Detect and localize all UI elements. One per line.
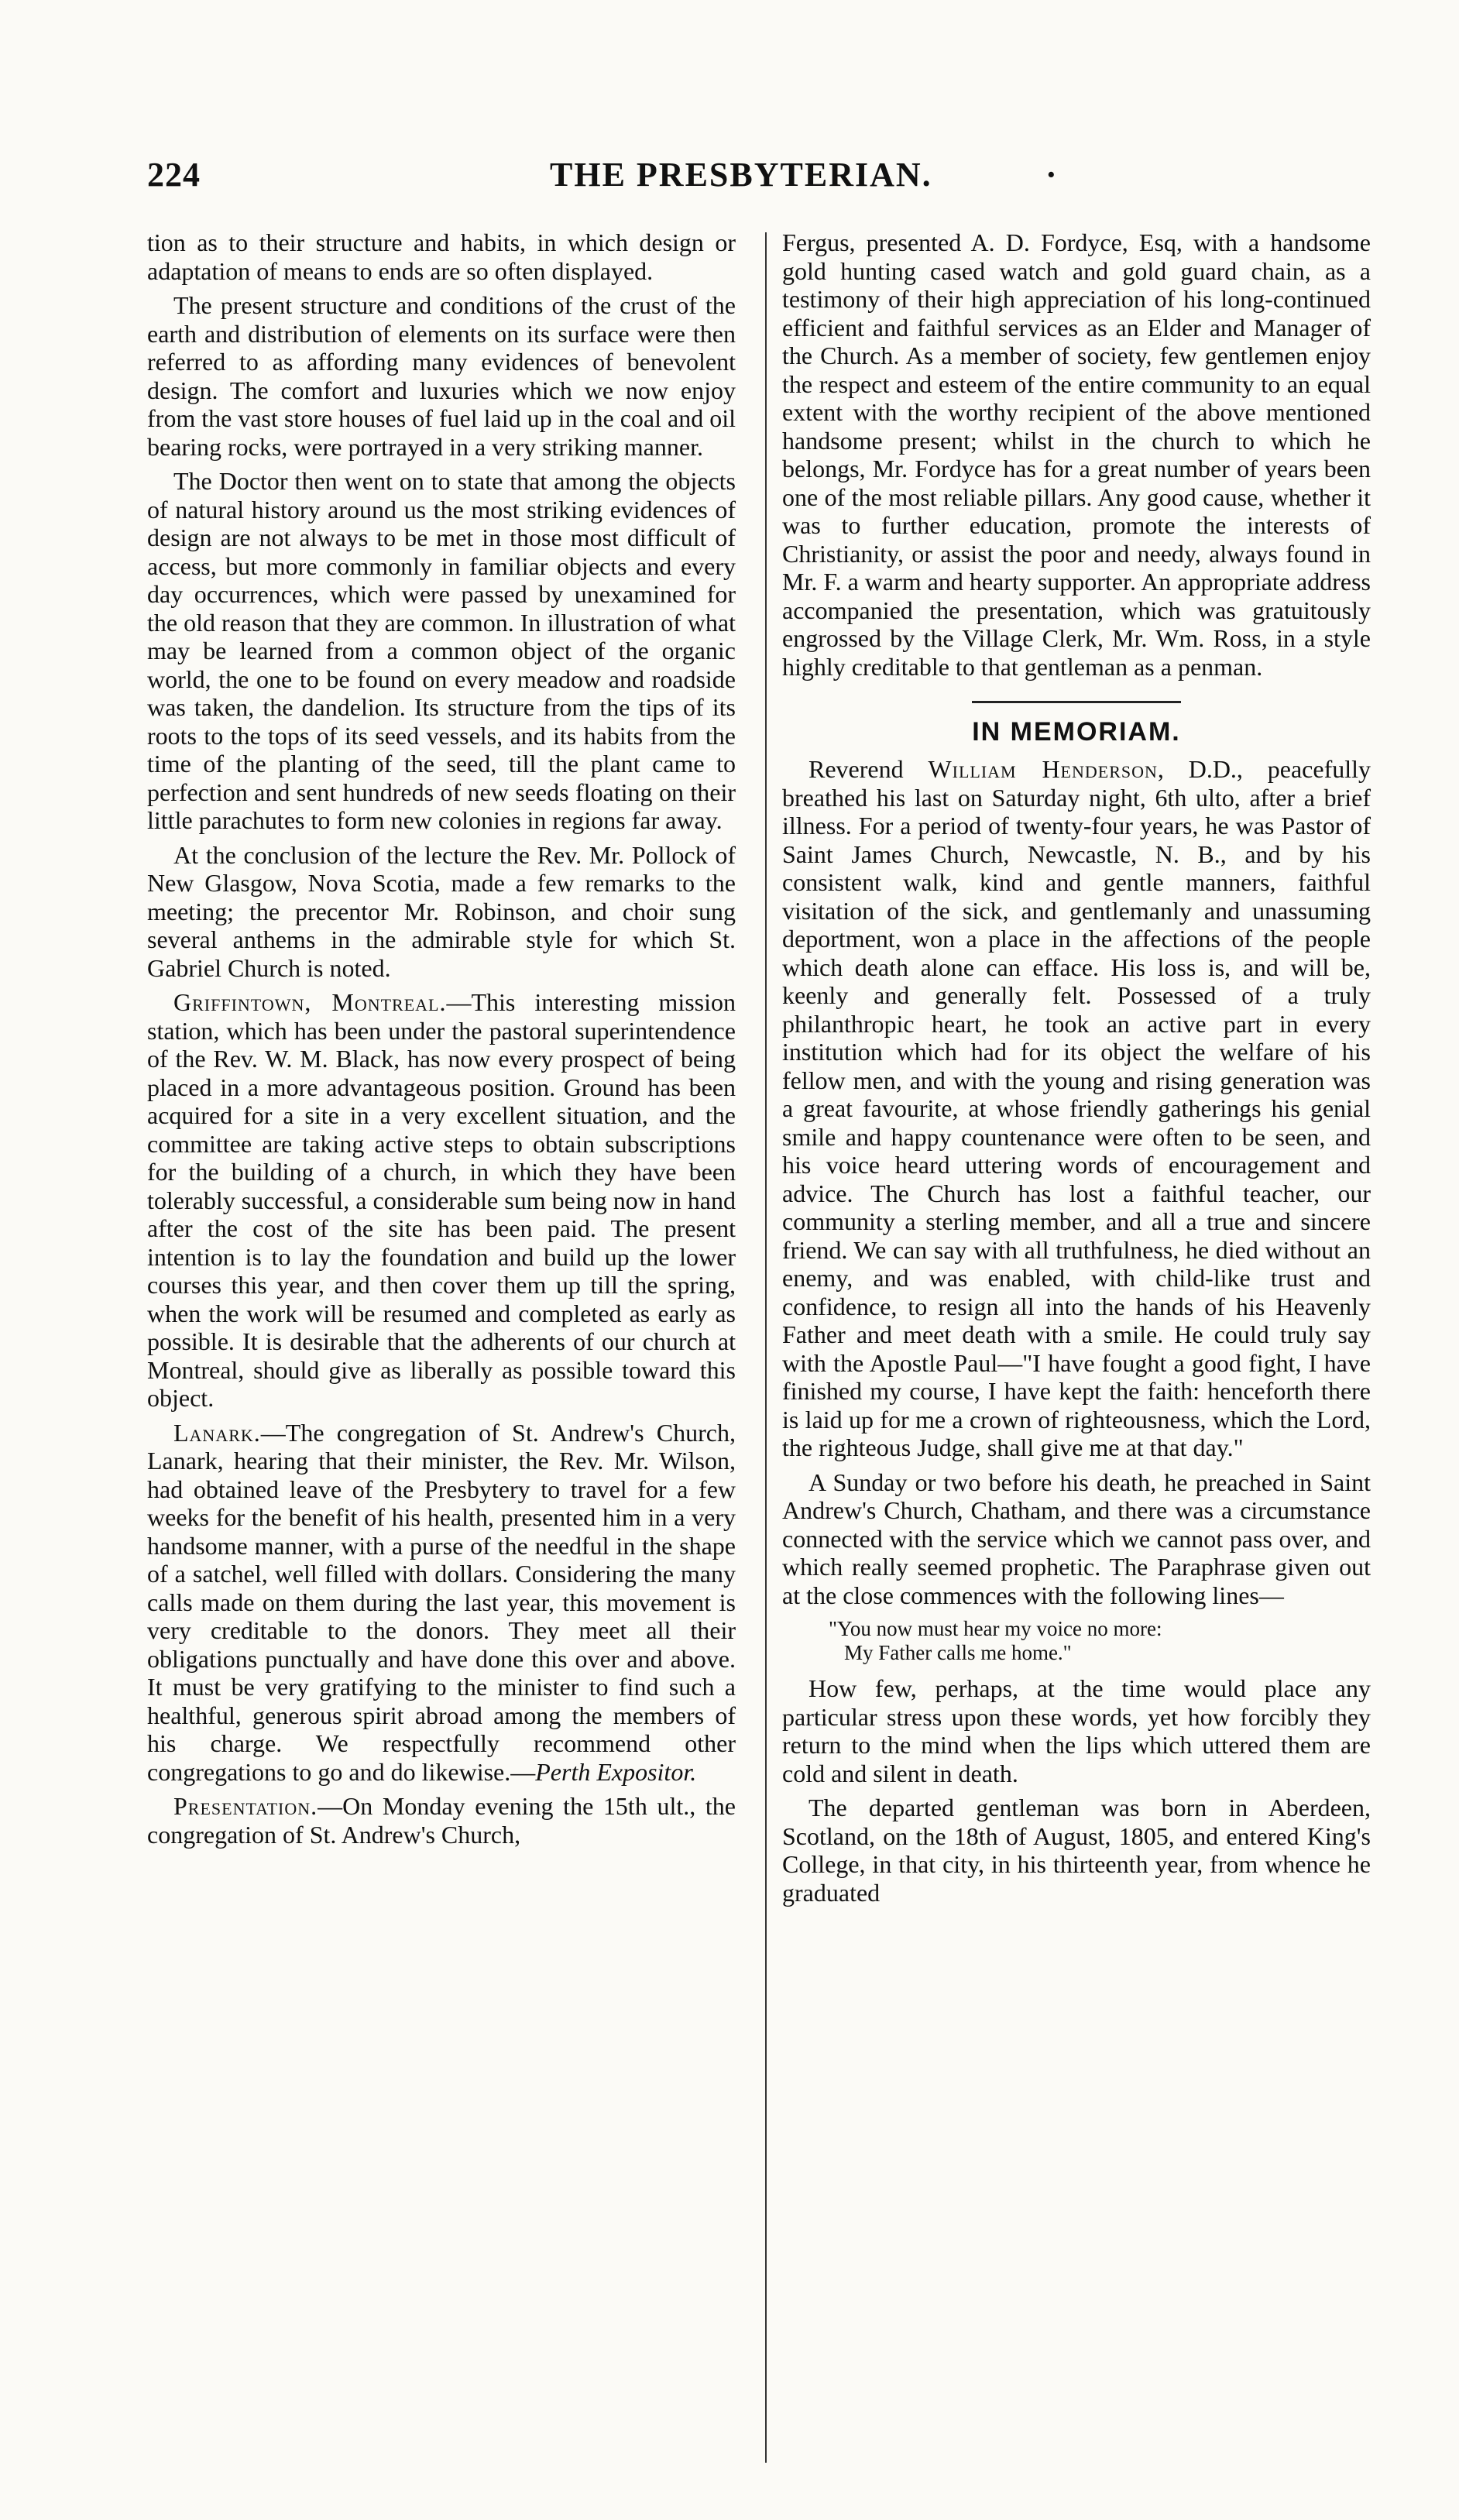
quote-line-1: "You now must hear my voice no more: (829, 1617, 1162, 1640)
paragraph-continuation: tion as to their structure and habits, in which design or adaptation of means to ends are so often displayed. (147, 228, 736, 285)
left-column (147, 228, 736, 1855)
paragraph-lanark (147, 1419, 736, 1787)
paragraph-fordyce: Fergus, presented A. D. Fordyce, Esq, with a handsome gold hunting cased watch and gold guard chain, as a testimony of their high appreciation of his long-continued efficient and faithful services as an Elder and Manager of the Church. As a member of society, few gentlemen enjoy the respect and esteem of the entire community to an equal extent with the worthy recipient of the above mentioned handsome present; whilst in the church to which he belongs, Mr. Fordyce has for a great number of years been one of the most reliable pillars. Any good cause, whether it was to further education, promote the interests of Christianity, or assist the poor and needy, always found in Mr. F. a warm and hearty supporter. An appropriate address accompanied the presentation, which was gratuitously engrossed by the Village Clerk, Mr. Wm. Ross, in a style highly creditable to that gentleman as a penman. (782, 228, 1371, 681)
running-title: THE PRESBYTERIAN. (550, 156, 932, 194)
page-header (147, 155, 1394, 217)
memoriam-heading: IN MEMORIAM. (972, 717, 1181, 747)
paragraph-griffintown (147, 988, 736, 1413)
lanark-lead: Lanark. (173, 1418, 261, 1447)
paragraph-memoriam-intro (782, 755, 1371, 1462)
memoriam-prefix: Reverend (808, 755, 929, 783)
memoriam-name: William Henderson (928, 755, 1158, 783)
memoriam-text: , D.D., peacefully breathed his last on Saturday night, 6th ulto, after a brief illness. For a period of twenty-four years, he was Pastor of Saint James Church, Newcastle, N. B., and by his consistent walk, kind and gentle manners, faithful visitation of the sick, and gentlemanly and unassuming deportment, won a place in the affections of the people which death alone can efface. His loss is, and will be, keenly and generally felt. Possessed of a truly philanthropic heart, he took an active part in every institution which had for its object the welfare of his fellow men, and with the young and rising generation was a great favourite, at whose friendly gatherings his genial smile and happy countenance were often to be seen, and his voice heard uttering words of encouragement and advice. The Church has lost a faithful teacher, our community a sterling member, and all a true and sincere friend. We can say with all truthfulness, he died without an enemy, and was enabled, with child-like trust and confidence, to resign all into the hands of his Heavenly Father and meet death with a smile. He could truly say with the Apostle Paul—"I have fought a good fight, I have finished my course, I have kept the faith: henceforth there is laid up for me a crown of righteousness, which the Lord, the righteous Judge, shall give me at that day." (782, 755, 1371, 1461)
paragraph-dandelion: The Doctor then went on to state that among the objects of natural history around us the most striking evidences of design are not always to be met in those most difficult of access, but more commonly in familiar objects and every day occurrences, which were passed by unexamined for the old reason that they are common. In illustration of what may be learned from a common object of the organic world, the one to be found on every meadow and roadside was taken, the dandelion. Its structure from the tips of its roots to the tops of its seed vessels, and its habits from the time of the planting of the seed, till the plant came to perfection and sent hundreds of new seeds floating on their little parachutes to form new colonies in regions far away. (147, 467, 736, 834)
griffintown-text: —This interesting mission station, which has been under the pastoral superintendence of the Rev. W. M. Black, has now every prospect of being placed in a more advantageous position. Ground has been acquired for a site in a very excellent situation, and the committee are taking active steps to obtain subscriptions for the building of a church, in which they have been tolerably successful, a considerable sum being now in hand after the cost of the site has been paid. The present intention is to lay the foundation and build up the lower courses this year, and then cover them up till the spring, when the work will be resumed and completed as early as possible. It is desirable that the adherents of our church at Montreal, should give as liberally as possible toward this object. (147, 988, 736, 1412)
paraphrase-quote (782, 1617, 1371, 1665)
lanark-source: Perth Expositor. (535, 1757, 697, 1786)
paragraph-few-perhaps: How few, perhaps, at the time would place any particular stress upon these words, yet how forcibly they return to the mind when the lips which uttered them are cold and silent in death. (782, 1674, 1371, 1787)
presentation-text: —On Monday evening the 15th ult., the congregation of St. Andrew's Church, (147, 1792, 736, 1849)
presentation-lead: Presentation. (173, 1792, 318, 1820)
paragraph-last-sermon: A Sunday or two before his death, he preached in Saint Andrew's Church, Chatham, and there was a circumstance connected with the service which we cannot pass over, and which really seemed prophetic. The Paraphrase given out at the close commences with the following lines— (782, 1468, 1371, 1609)
paragraph-presentation (147, 1792, 736, 1849)
paragraph-lecture-conclusion: At the conclusion of the lecture the Rev. Mr. Pollock of New Glasgow, Nova Scotia, made a few remarks to the meeting; the precentor Mr. Robinson, and choir sung several anthems in the admirable style for which St. Gabriel Church is noted. (147, 840, 736, 982)
griffintown-lead: Griffintown, Montreal. (173, 988, 447, 1016)
quote-line-2: My Father calls me home." (844, 1641, 1072, 1664)
section-divider (972, 701, 1181, 703)
column-divider (765, 232, 767, 2463)
right-column (782, 228, 1371, 1913)
header-ornament: · (1045, 156, 1057, 194)
paragraph-biography: The departed gentleman was born in Aberdeen, Scotland, on the 18th of August, 1805, and entered King's College, in that city, in his thirteenth year, from whence he graduated (782, 1794, 1371, 1907)
page-number: 224 (147, 156, 201, 194)
paragraph-earth-crust: The present structure and conditions of the crust of the earth and distribution of elements on its surface were then referred to as affording many evidences of benevolent design. The comfort and luxuries which we now enjoy from the vast store houses of fuel laid up in the coal and oil bearing rocks, were portrayed in a very striking manner. (147, 291, 736, 461)
lanark-text: —The congregation of St. Andrew's Church, Lanark, hearing that their minister, the Rev. Mr. Wilson, had obtained leave of the Presbytery to travel for a few weeks for the benefit of his health, presented him in a very handsome manner, with a purse of the needful in the shape of a satchel, well filled with dollars. Considering the many calls made on them during the last year, this movement is very creditable to the donors. They meet all their obligations punctually and have done this over and above. It must be very gratifying to the minister to find such a healthful, generous spirit abroad among the members of his charge. We respectfully recommend other congregations to go and do likewise.— (147, 1418, 736, 1786)
